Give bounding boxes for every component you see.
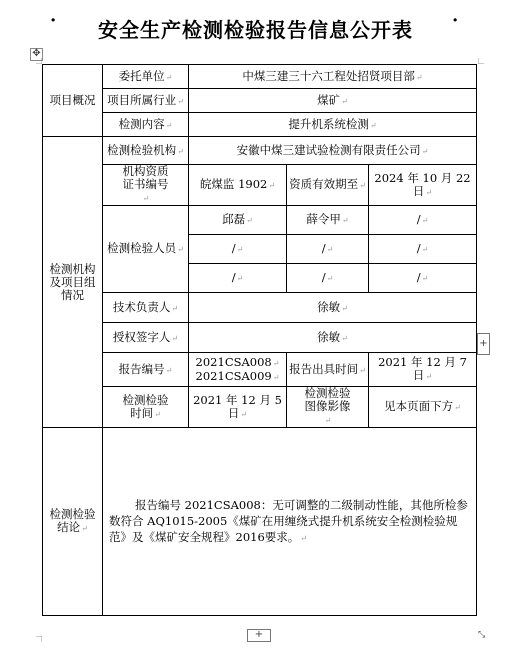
tech-label: 技术负责人↵: [103, 293, 189, 323]
add-column-icon[interactable]: +: [477, 333, 490, 355]
issue-value[interactable]: 2021 年 12 月 7 日↵: [369, 353, 477, 387]
report-table: [42, 64, 477, 616]
cert-value[interactable]: 皖煤监 1902↵: [189, 165, 287, 206]
table-row: [43, 428, 477, 616]
table-row: [43, 387, 477, 428]
table-row: [43, 353, 477, 387]
conclusion-text[interactable]: 报告编号 2021CSA008：无可调整的二级制动性能，其他所检参数符合 AQ1015-2005《煤矿在用缠绕式提升机系统安全检测检验规范》及《煤矿安全规程》2016要求。↵: [103, 428, 477, 616]
report-no-value[interactable]: 2021CSA008↵ 2021CSA009↵: [189, 353, 287, 387]
time-value[interactable]: 2021 年 12 月 5 日↵: [189, 387, 287, 428]
agency-label: 检测检验机构↵: [103, 137, 189, 165]
content-label: 检测内容↵: [103, 113, 189, 137]
personnel-cell[interactable]: /↵: [287, 235, 369, 264]
table-row: [43, 65, 477, 89]
validity-label: 资质有效期至↵: [287, 165, 369, 206]
time-label: 检测检验时间↵: [103, 387, 189, 428]
table-row: [43, 323, 477, 353]
table-row: [43, 113, 477, 137]
corner-mark-icon: [478, 58, 484, 64]
personnel-cell[interactable]: /↵: [287, 264, 369, 293]
validity-value[interactable]: 2024 年 10 月 22 日↵: [369, 165, 477, 206]
personnel-cell[interactable]: 邱磊↵: [189, 206, 287, 235]
personnel-cell[interactable]: 薛令甲↵: [287, 206, 369, 235]
add-row-icon[interactable]: +: [247, 629, 271, 642]
signer-value[interactable]: 徐敏↵: [189, 323, 477, 353]
table-row: [43, 293, 477, 323]
title-right-dot: ·: [452, 10, 459, 31]
report-no-label: 报告编号↵: [103, 353, 189, 387]
industry-label: 项目所属行业↵: [103, 89, 189, 113]
client-label: 委托单位↵: [103, 65, 189, 89]
cert-label: 机构资质证书编号↵: [103, 165, 189, 206]
corner-mark-icon: [36, 636, 42, 642]
personnel-cell[interactable]: /↵: [189, 264, 287, 293]
personnel-label: 检测检验人员↵: [103, 206, 189, 293]
section-conclusion: 检测检验结论↵: [43, 428, 103, 616]
agency-value[interactable]: 安徽中煤三建试验检测有限责任公司↵: [189, 137, 477, 165]
table-resize-icon[interactable]: ⤡: [478, 630, 486, 640]
personnel-cell[interactable]: /↵: [369, 235, 477, 264]
signer-label: 授权签字人↵: [103, 323, 189, 353]
table-row: [43, 137, 477, 165]
image-label: 检测检验图像影像↵: [287, 387, 369, 428]
image-value[interactable]: 见本页面下方↵: [369, 387, 477, 428]
table-row: [43, 165, 477, 206]
industry-value[interactable]: 煤矿↵: [189, 89, 477, 113]
table-move-handle-icon[interactable]: ✥: [30, 48, 43, 61]
table-row: [43, 206, 477, 235]
content-value[interactable]: 提升机系统检测↵: [189, 113, 477, 137]
title-left-dot: ·: [50, 10, 57, 31]
personnel-cell[interactable]: /↵: [369, 206, 477, 235]
section-org: 检测机构及项目组情况: [43, 137, 103, 428]
personnel-cell[interactable]: /↵: [189, 235, 287, 264]
table-row: [43, 89, 477, 113]
page-title: 安全生产检测检验报告信息公开表: [98, 18, 413, 42]
corner-mark-icon: [36, 58, 42, 64]
client-value[interactable]: 中煤三建三十六工程处招贤项目部↵: [189, 65, 477, 89]
tech-value[interactable]: 徐敏↵: [189, 293, 477, 323]
issue-label: 报告出具时间↵: [287, 353, 369, 387]
personnel-cell[interactable]: /↵: [369, 264, 477, 293]
section-overview: 项目概况: [43, 65, 103, 137]
